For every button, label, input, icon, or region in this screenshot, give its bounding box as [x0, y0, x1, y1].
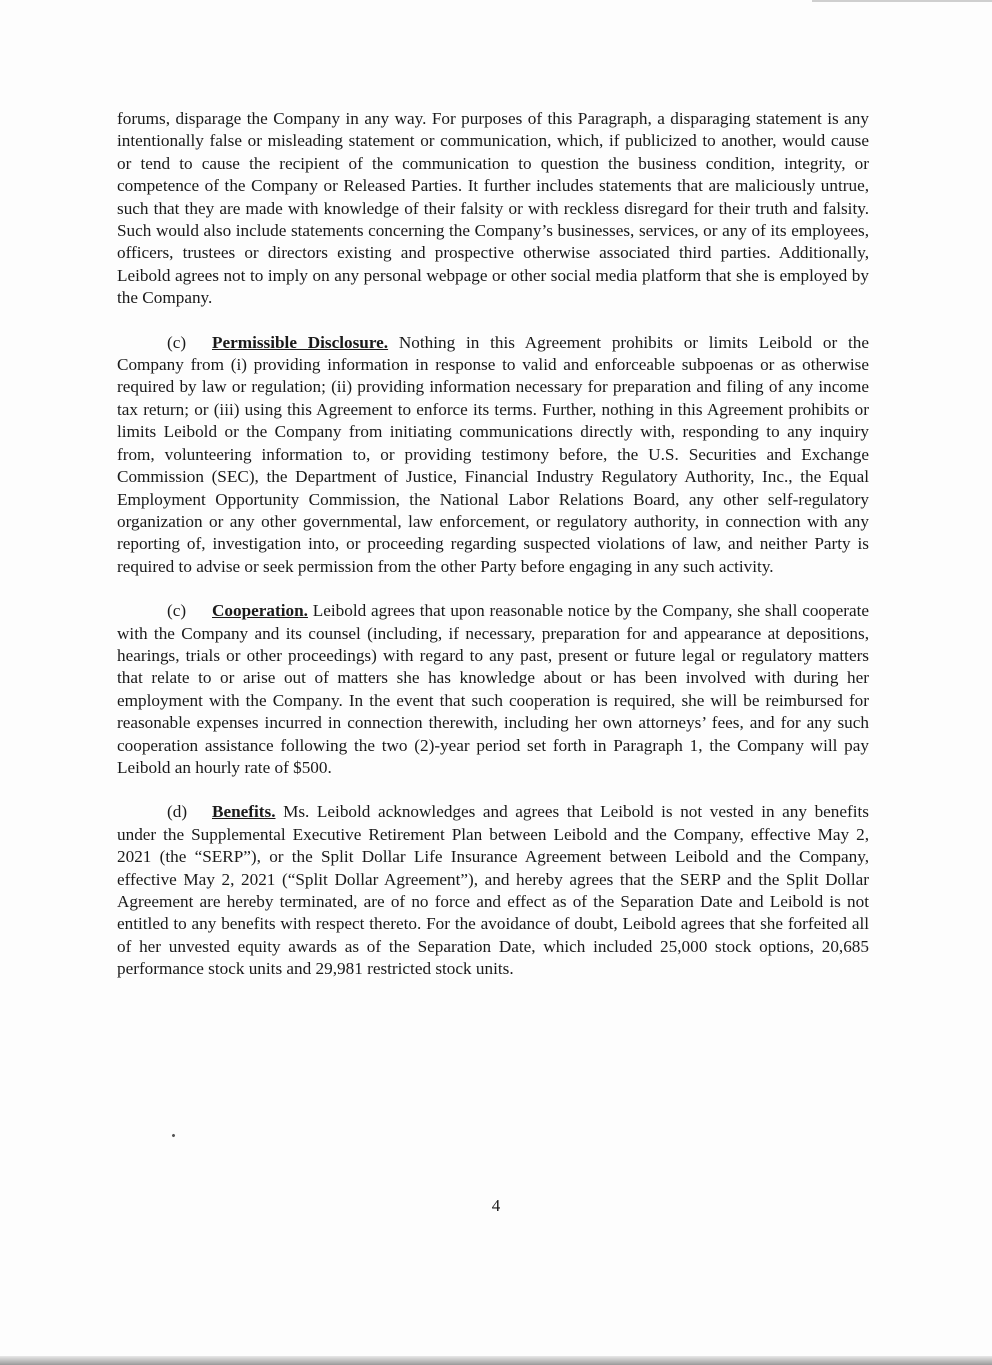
paragraph-text: Nothing in this Agreement prohibits or limits Leibold or the Company from (i) providing information in response to valid and enforceable subpoenas or as otherwise required by law or regulation; (ii) providing information necessary for preparation and filing of any income tax return; or (iii) using this Agreement to enforce its terms. Further, nothing in this Agreement prohibits or limits Leibold or the Company from initiating communications directly with, responding to any inquiry from, volunteering information to, or providing testimony before, the U.S. Securities and Exchange Commission (SEC), the Department of Justice, Financial Industry Regulatory Authority, Inc., the Equal Employment Opportunity Commission, the National Labor Relations Board, any other self-regulatory organization or any other governmental, law enforcement, or regulatory authority, in connection with any reporting of, investigation into, or proceeding regarding suspected violations of law, and neither Party is required to advise or seek permission from the other Party before engaging in any such activity. — [117, 332, 869, 576]
paragraph-heading: Benefits. — [212, 802, 276, 822]
paragraph-text: Leibold agrees that upon reasonable notice by the Company, she shall cooperate with the Company and its counsel (including, if necessary, preparation for and appearance at depositions, hearings, trials or other proceedings) with regard to any past, present or future legal or regulatory matters that relate to or arise out of matters she has knowledge about or has been involved with during her employment with the Company. In the event that such cooperation is required, she will be reimbursed for reasonable expenses incurred in connection therewith, including her own attorneys’ fees, and for any such cooperation assistance following the two (2)-year period set forth in Paragraph 1, the Company will pay Leibold an hourly rate of $500. — [117, 601, 869, 777]
scan-edge-bottom — [0, 1356, 992, 1365]
paragraph-cooperation — [117, 600, 869, 779]
paragraph-label: (c) — [167, 601, 187, 621]
paragraph-benefits — [117, 801, 869, 980]
paragraph-text: forums, disparage the Company in any way. For purposes of this Paragraph, a disparaging statement is any intentionally false or misleading statement or communication, which, if publicized to another, would cause or tend to cause the recipient of the communication to question the business condition, integrity, or competence of the Company or Released Parties. It further includes statements that are maliciously untrue, such that they are made with knowledge of their falsity or with reckless disregard for their truth and falsity. Such would also include statements concerning the Company’s businesses, services, or any of its employees, officers, trustees or directors existing and prospective otherwise associated third parties. Additionally, Leibold agrees not to imply on any personal webpage or other social media platform that she is employed by the Company. — [117, 109, 869, 308]
paragraph-permissible-disclosure — [117, 332, 869, 578]
scan-speck — [171, 1133, 175, 1137]
paragraph-heading: Cooperation. — [212, 601, 308, 621]
paragraph-label: (d) — [167, 802, 188, 822]
paragraph-disparagement-continued — [117, 108, 869, 310]
paragraph-heading: Permissible Disclosure. — [212, 332, 389, 352]
page-number: 4 — [491, 1196, 501, 1215]
document-body — [117, 108, 869, 1003]
paragraph-label: (c) — [167, 332, 187, 352]
scan-edge-top — [812, 0, 992, 2]
paragraph-text: Ms. Leibold acknowledges and agrees that Leibold is not vested in any benefits under the Supplemental Executive Retirement Plan between Leibold and the Company, effective May 2, 2021 (the “SERP”), or the Split Dollar Life Insurance Agreement between Leibold and the Company, effective May 2, 2021 (“Split Dollar Agreement”), and hereby agrees that the SERP and the Split Dollar Agreement are hereby terminated, are of no force and effect as of the Separation Date and Leibold is not entitled to any benefits with respect thereto. For the avoidance of doubt, Leibold agrees that she forfeited all of her unvested equity awards as of the Separation Date, which included 25,000 stock options, 20,685 performance stock units and 29,981 restricted stock units. — [117, 802, 869, 979]
